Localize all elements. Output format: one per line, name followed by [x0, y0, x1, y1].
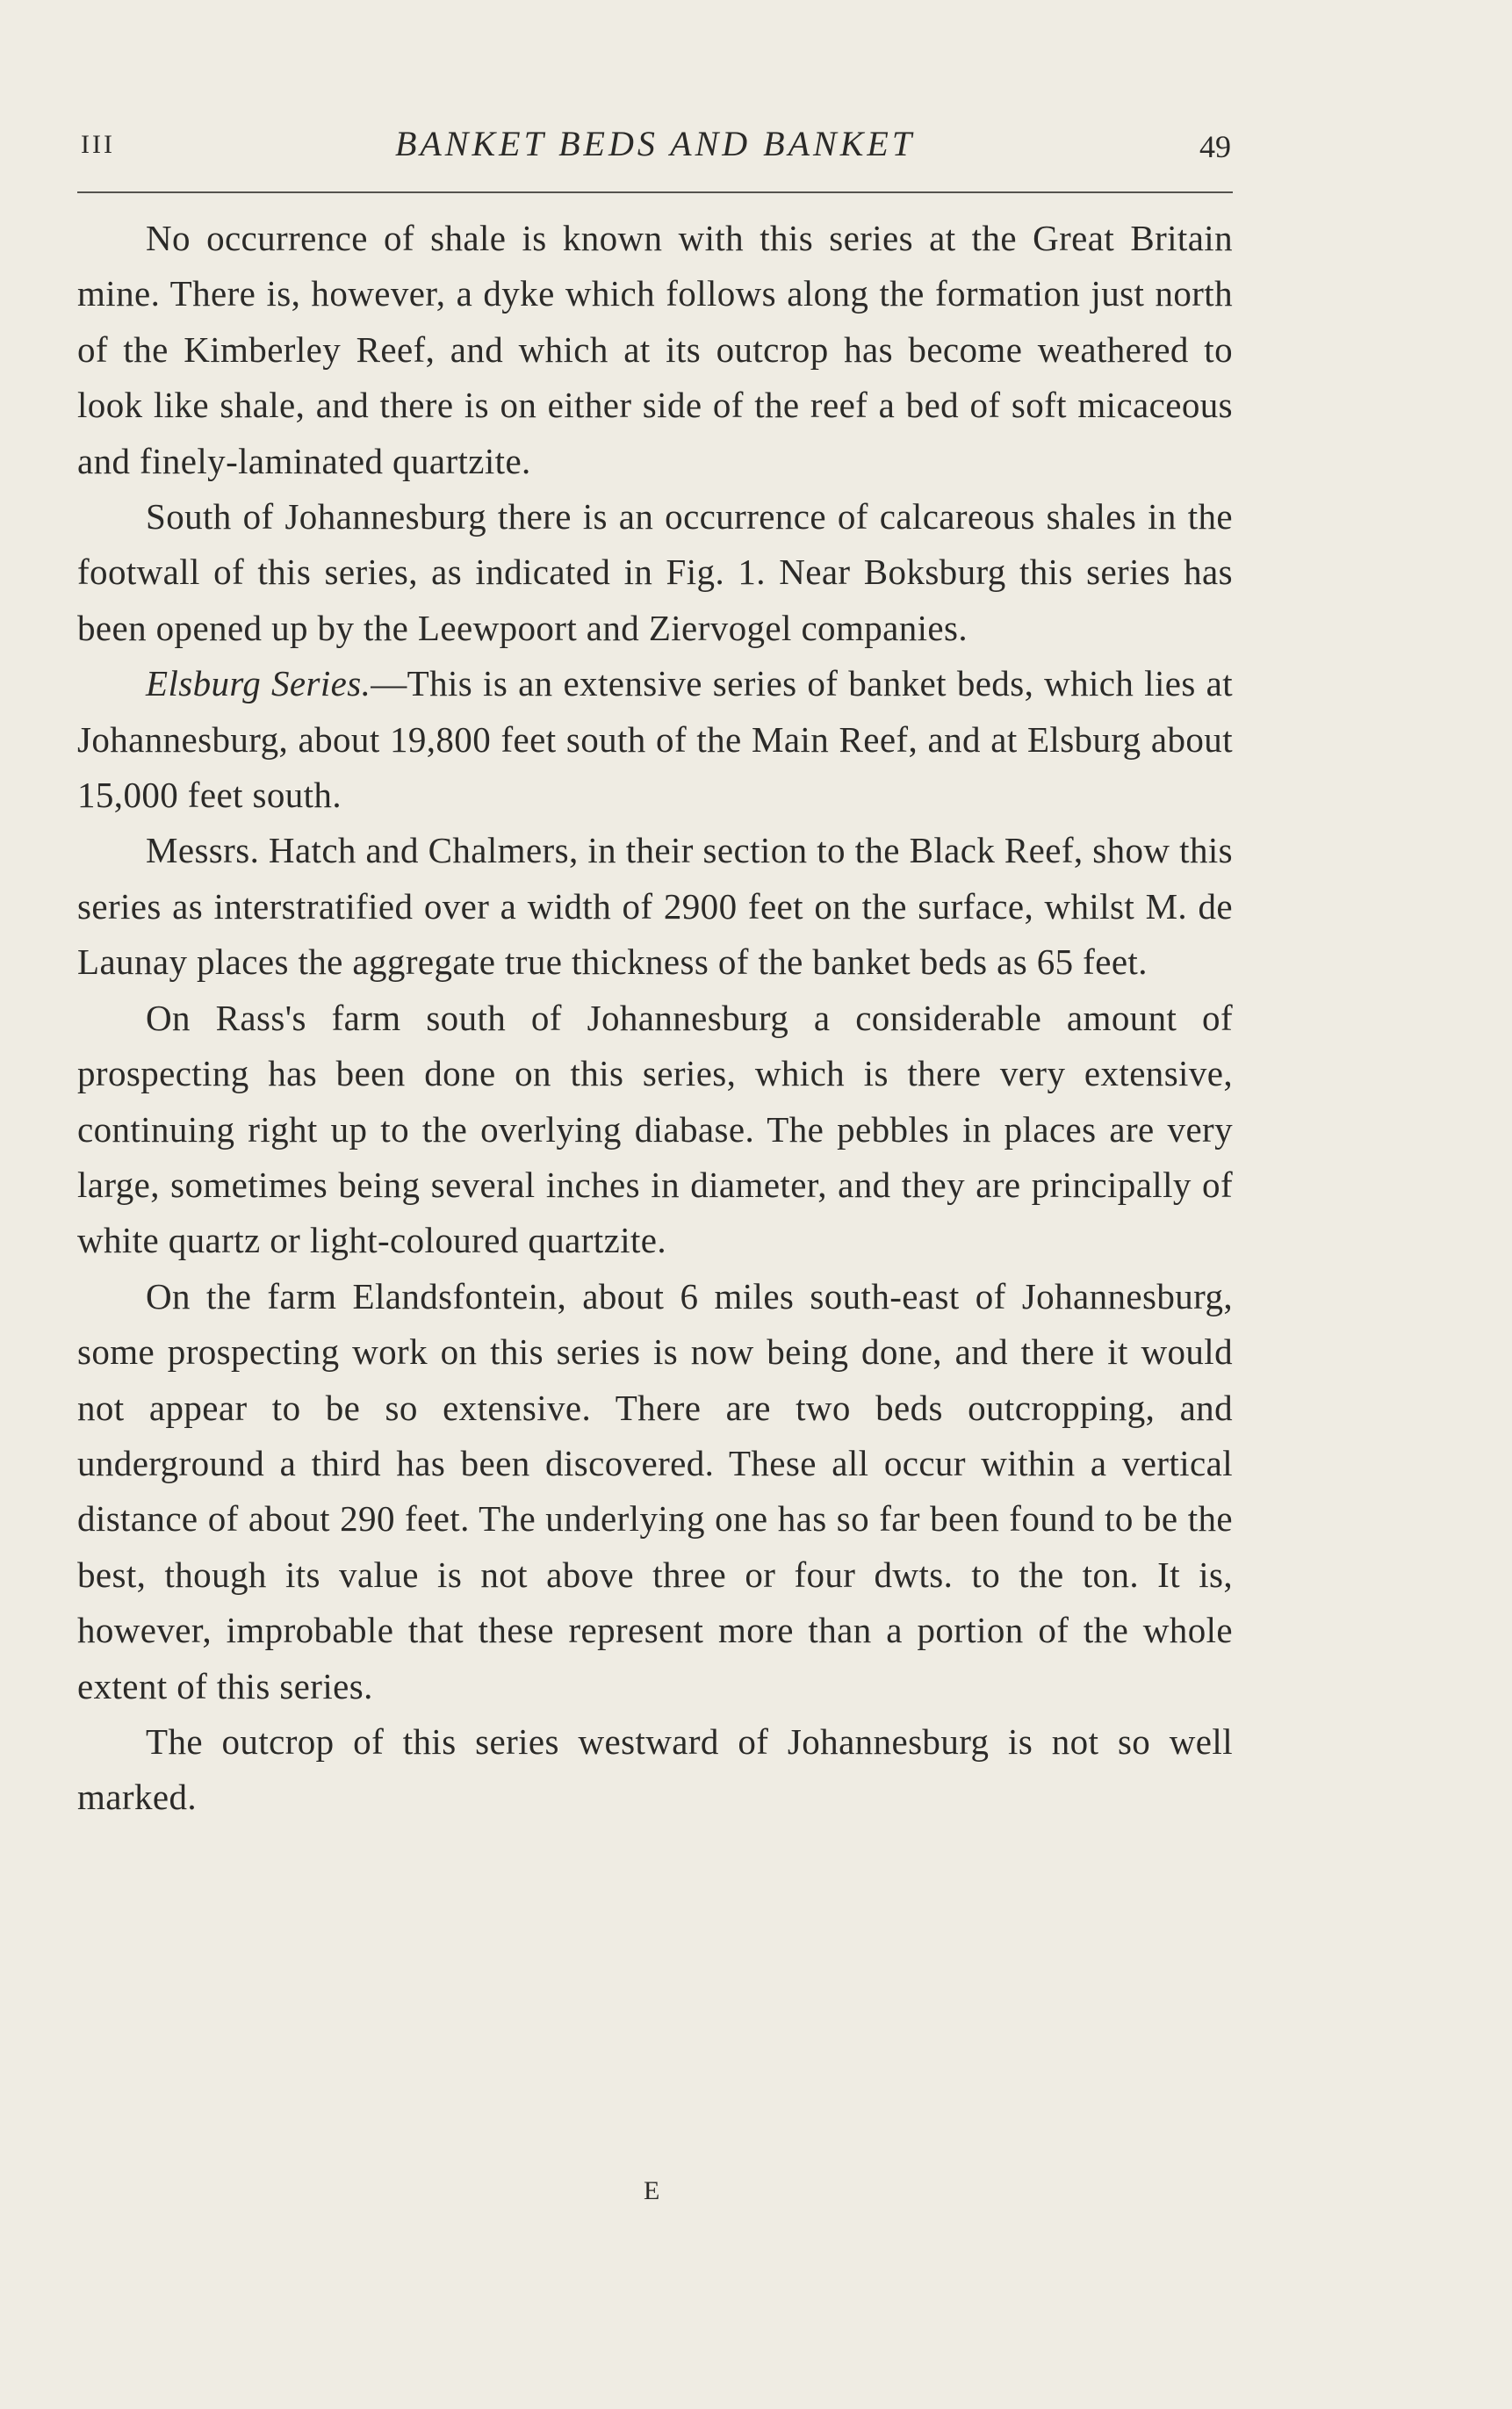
page-number: 49: [1199, 129, 1231, 164]
signature-mark: E: [644, 2176, 662, 2205]
paragraph: Elsburg Series.—This is an extensive series of banket beds, which lies at Johannesburg, about 19,800 feet south of the Main Reef, and at Elsburg about 15,000 feet south.: [77, 663, 1233, 816]
paragraph: Messrs. Hatch and Chalmers, in their section to the Black Reef, show this series as interstratified over a width of 2900 feet on the surface, whilst M. de Launay places the aggregate true thickness of the banket beds as 65 feet.: [77, 830, 1233, 983]
section-heading: Elsburg Series.: [146, 663, 371, 704]
running-title: BANKET BEDS AND BANKET: [394, 124, 916, 163]
chapter-number: III: [81, 130, 115, 159]
paragraph: On Rass's farm south of Johannesburg a considerable amount of prospecting has been done on this series, which is there very extensive, continuing right up to the overlying diabase. The pebbles in places are very large, sometimes being several inches in diameter, and they are principally of white quartz or light-coloured quartzite.: [77, 997, 1233, 1261]
paragraph: South of Johannesburg there is an occurrence of calcareous shales in the footwall of this series, as indicated in Fig. 1. Near Boksburg this series has been opened up by the Leewpoort and Ziervogel companies.: [77, 496, 1233, 648]
paragraph: No occurrence of shale is known with this series at the Great Britain mine. There is, however, a dyke which follows along the formation just north of the Kimberley Reef, and which at its outcrop has become weathered to look like shale, and there is on either side of the reef a bed of soft micaceous and finely-laminated quartzite.: [77, 218, 1233, 481]
paragraph: The outcrop of this series westward of Johannesburg is not so well marked.: [77, 1720, 1233, 1818]
paragraph: On the farm Elandsfontein, about 6 miles south-east of Johannesburg, some prospecting work on this series is now being done, and there it would not appear to be so extensive. There are two beds outcropping, and underground a third has been discovered. These all occur within a vertical distance of about 290 feet. The underlying one has so far been found to be the best, though its value is not above three or four dwts. to the ton. It is, however, improbable that these represent more than a portion of the whole extent of this series.: [77, 1275, 1233, 1706]
body-text: [77, 211, 1233, 1826]
header-rule: [77, 191, 1233, 193]
running-header: [77, 123, 1233, 176]
